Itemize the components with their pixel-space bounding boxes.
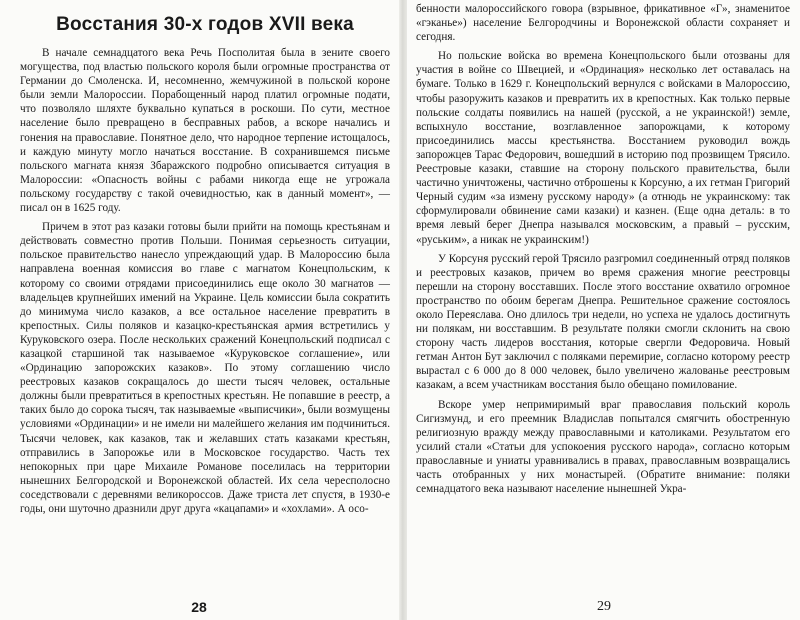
book-gutter [399,0,407,620]
right-paragraph-4: Вскоре умер непримиримый враг православия польский король Сигизмунд, и его преемник Владислав попытался смягчить обостренную религиозную вражду между православными и католиками. Результатом его усилий стали «Статьи для успокоения русского народа», согласно которым православные и униаты уравнивались в правах, православным возвращались часть отобранных у них монастырей. (Обратите внимание: поляки семнадцатого века называют население нынешней Укра- [416,398,790,496]
page-number-left: 28 [191,599,207,615]
right-page [408,0,800,620]
right-paragraph-3: У Корсуня русский герой Трясило разгромил соединенный отряд поляков и реестровых казаков, причем во время сражения многие реестровцы перешли на сторону восставших. После этого восстание охватило огромное пространство по обоим берегам Днепра. Решительное сражение состоялось около Переяслава. Оно длилось три недели, но успеха не удалось достигнуть ни полякам, ни восставшим. В результате поляки смогли склонить на свою сторону часть лидеров восстания, которые свергли Федоровича. Новый гетман Антон Бут заключил с поляками перемирие, согласно которому реестр вырастал с 6 000 до 8 000 человек, было увеличено жалованье реестровым казакам, а всем участникам восстания было обещано помилование. [416,252,790,392]
left-paragraph-1: В начале семнадцатого века Речь Посполитая была в зените своего могущества, под властью польского короля были огромные пространства от Германии до Смоленска. И, несомненно, жемчужиной в польской короне были земли Малороссии. Порабощенный народ платил огромные подати, что позволяло шляхте буквально купаться в роскоши. По сути, местное население было превращено в бесправных рабов, а вскоре начались и гонения на православие. Понятное дело, что народное терпение истощалось, и каждую минуту могло начаться восстание. В сохранившемся письме польского магната князя Збаражского подробно описывается ситуация в Малороссии: «Опасность войны с рабами никогда еще не угрожала польскому государству с такой очевидностью, как в данный момент», — писал он в 1625 году. [20,47,390,215]
left-page [0,0,398,620]
page-number-right: 29 [597,599,611,614]
right-paragraph-1: бенности малороссийского говора (взрывное, фрикативное «Г», знаменитое «гэканье») население Белгородчины и Воронежской области сохраняет и сегодня. [416,3,790,44]
right-paragraph-2: Но польские войска во времена Конецпольского были отозваны для участия в войне со Швецией, и «Ординация» несколько лет оставалась на бумаге. Только в 1629 г. Конецпольский вернулся с войсками в Малороссию, чтобы разоружить казаков и превратить их в крепостных. Как только первые польские солдаты появились на нашей (русской, а не украинской!) земле, вспыхнуло восстание, возглавленное запорожцами, к которому присоединились массы крестьянства. Восстанием руководил вождь запорожцев Тарас Федорович, вошедший в историю под прозвищем Трясило. Реестровые казаки, ставшие на сторону польского правительства, были частично уничтожены, частично отброшены к Корсуню, а их гетман Григорий Черный судим «за измену русскому народу» (а отнюдь не украинскому: так сформулировали обвинение сами казаки) и казнен. (Еще одна деталь: в то время левый берег Днепра назывался московским, а правый – русским, «руським», а никак не украинским!) [416,50,790,246]
left-paragraph-2: Причем в этот раз казаки готовы были прийти на помощь крестьянам и действовать совместно против Польши. Понимая серьезность ситуации, польское правительство нанесло упреждающий удар. В Малороссию была направлена военная комиссия во главе с магнатом Конецпольским, к которому со своими отрядами присоединились еще около 30 магнатов — владельцев крупнейших имений на Украине. Цель комиссии была сократить до минимума число казаков, а все остальное население превратить в крепостных. Силы поляков и казацко-крестьянская армия встретились у Куруковского озера. После нескольких сражений Конецпольский подписал с казацкой старшиной так называемое «Куруковское соглашение», или «Ординацию запорожских казаков». По этому соглашению число реестровых казаков сокращалось до шести тысяч человек, остальные должны были превратиться в крепостных крестьян. Не попавшие в реестр, а таких было до сорока тысяч, так называемые «выписчики», были возмущены условиями «Ординации» и не имели ни малейшего желания им подчиниться. Тысячи человек, как казаков, так и желавших стать казаками крестьян, отправились в Запорожье или в Московское государство. Часть тех непокорных при царе Михаиле Романове поселилась на территории нынешних Белгородской и Воронежской областей. Их села чересполосно соседствовали с деревнями великороссов. Даже триста лет спустя, в 1930-е годы, они шуточно дразнили друг друга «кацапами» и «хохлами». А осо- [20,221,390,515]
chapter-title: Восстания 30-х годов XVII века [56,14,354,35]
